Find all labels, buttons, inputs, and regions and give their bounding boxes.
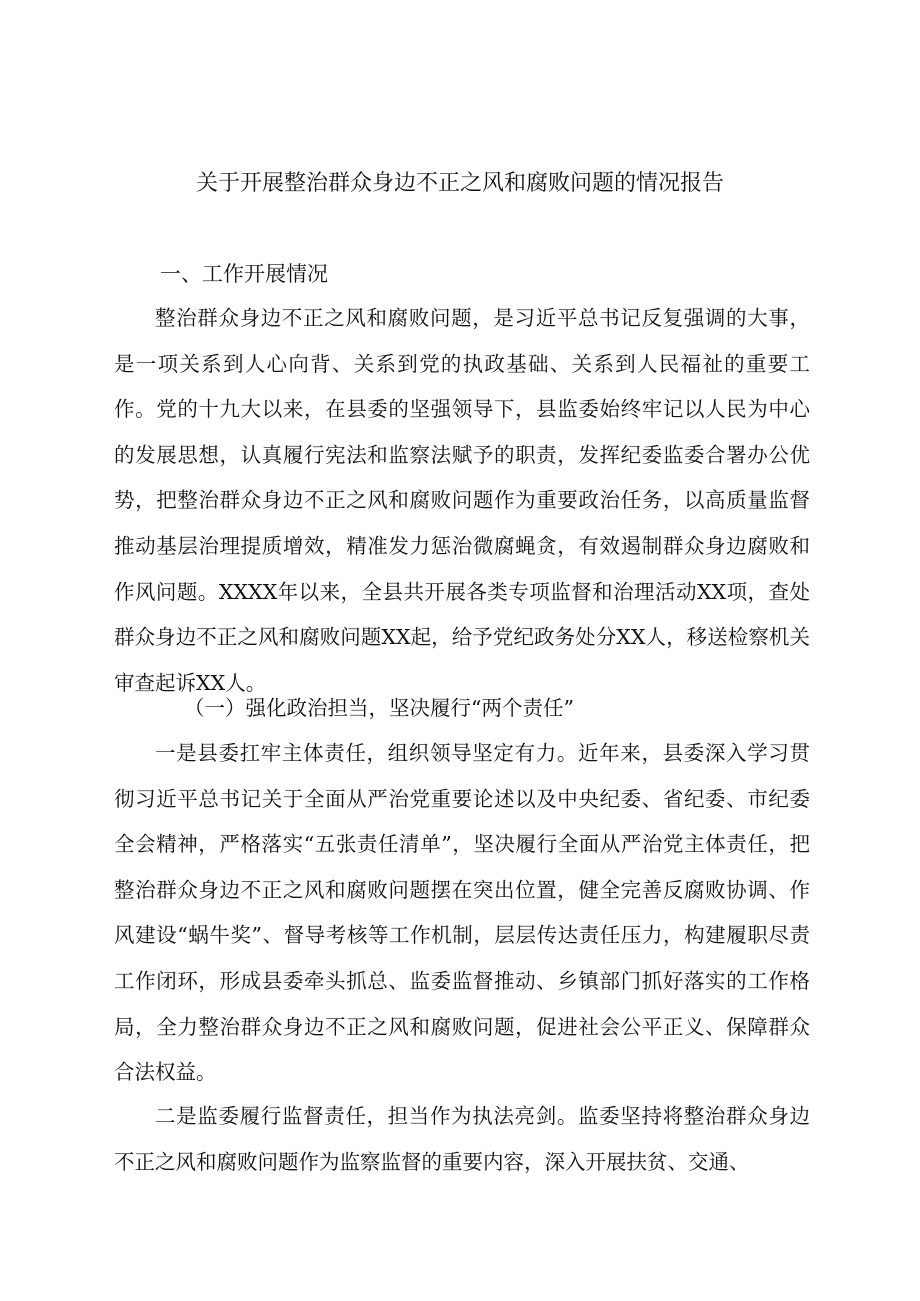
paragraph-supervision-responsibility: 二是监委履行监督责任，担当作为执法亮剑。监委坚持将整治群众身边不正之风和腐败问题作为监察监督的重要内容，深入开展扶贫、交通、 (114, 1104, 810, 1174)
subsection-heading-political-responsibility: （一）强化政治担当，坚决履行“两个责任” (184, 696, 574, 720)
section-heading-work-progress: 一、工作开展情况 (160, 262, 328, 286)
document-title: 关于开展整治群众身边不正之风和腐败问题的情况报告 (195, 171, 724, 196)
paragraph-county-committee-responsibility: 一是县委扛牢主体责任，组织领导坚定有力。近年来，县委深入学习贯彻习近平总书记关于全面从严治党重要论述以及中央纪委、省纪委、市纪委全会精神，严格落实“五张责任清单”，坚决履行全面从严治党主体责任，把整治群众身边不正之风和腐败问题摆在突出位置，健全完善反腐败协调、作风建设“蜗牛奖”、督导考核等工作机制，层层传达责任压力，构建履职尽责工作闭环，形成县委牵头抓总、监委监督推动、乡镇部门抓好落实的工作格局，全力整治群众身边不正之风和腐败问题，促进社会公平正义、保障群众合法权益。 (114, 741, 810, 1085)
paragraph-overview: 整治群众身边不正之风和腐败问题，是习近平总书记反复强调的大事，是一项关系到人心向背、关系到党的执政基础、关系到人民福祉的重要工作。党的十九大以来，在县委的坚强领导下，县监委始终牢记以人民为中心的发展思想，认真履行宪法和监察法赋予的职责，发挥纪委监委合署办公优势，把整治群众身边不正之风和腐败问题作为重要政治任务，以高质量监督推动基层治理提质增效，精准发力惩治微腐蝇贪，有效遏制群众身边腐败和作风问题。XXXX年以来，全县共开展各类专项监督和治理活动XX项，查处群众身边不正之风和腐败问题XX起，给予党纪政务处分XX人，移送检察机关审查起诉XX人。 (114, 306, 810, 695)
